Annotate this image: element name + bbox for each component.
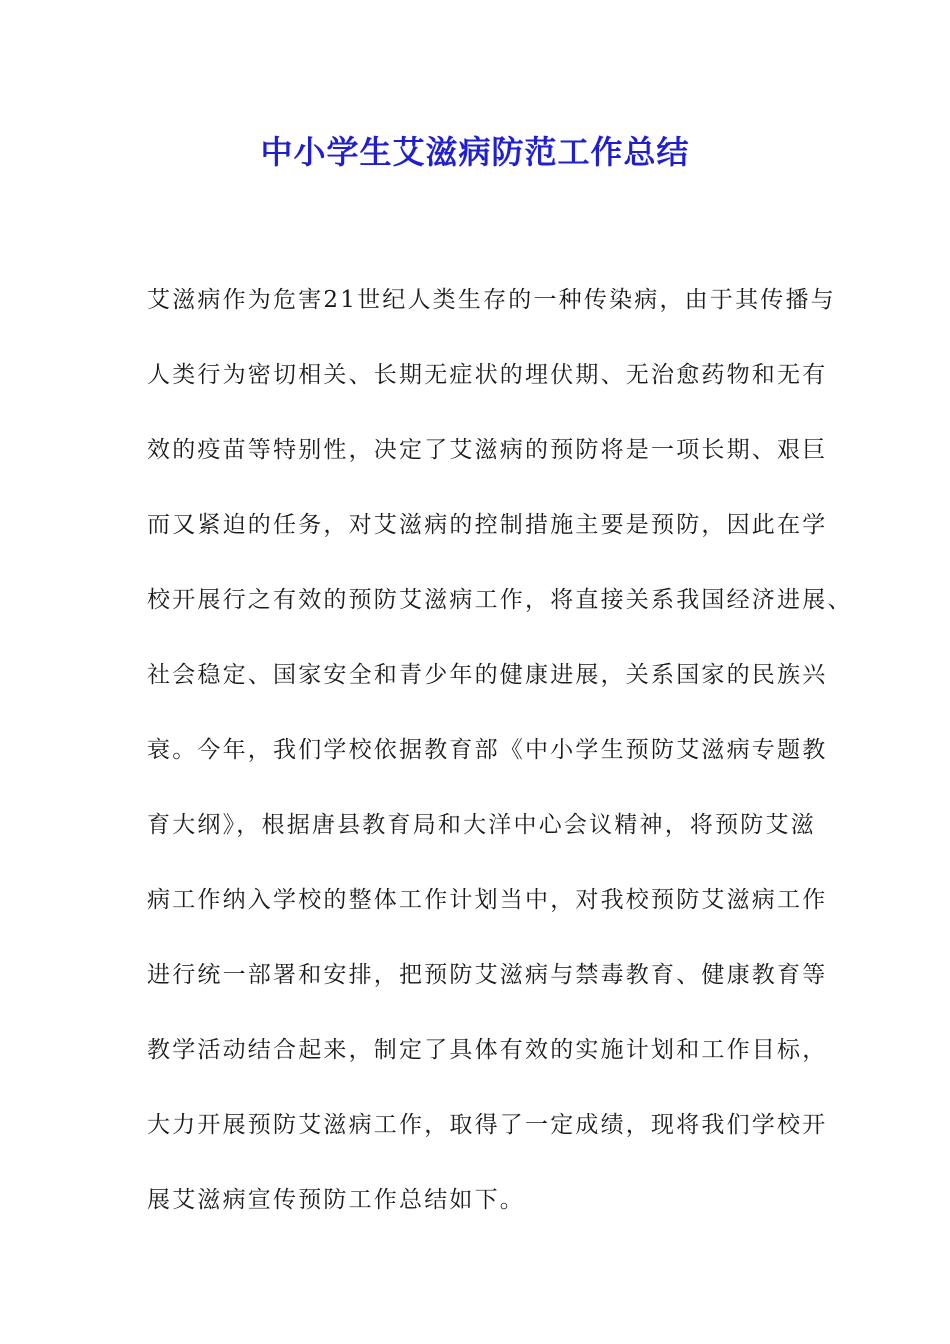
body-line: 校开展行之有效的预防艾滋病工作，将直接关系我国经济进展、 (147, 587, 853, 613)
body-line: 而又紧迫的任务，对艾滋病的控制措施主要是预防，因此在学 (147, 512, 828, 538)
body-line: 育大纲》，根据唐县教育局和大洋中心会议精神，将预防艾滋 (147, 812, 816, 838)
body-line: 进行统一部署和安排，把预防艾滋病与禁毒教育、健康教育等 (147, 962, 828, 988)
body-line: 病工作纳入学校的整体工作计划当中，对我校预防艾滋病工作 (147, 887, 828, 913)
body-line: 展艾滋病宣传预防工作总结如下。 (147, 1187, 525, 1213)
body-line: 艾滋病作为危害21世纪人类生存的一种传染病，由于其传播与 (147, 287, 836, 313)
body-line: 效的疫苗等特别性，决定了艾滋病的预防将是一项长期、艰巨 (147, 437, 828, 463)
body-line: 衰。今年，我们学校依据教育部《中小学生预防艾滋病专题教 (147, 737, 828, 763)
body-line: 人类行为密切相关、长期无症状的埋伏期、无治愈药物和无有 (147, 362, 828, 388)
document-title: 中小学生艾滋病防范工作总结 (260, 133, 690, 171)
document-body (147, 263, 853, 1238)
body-line: 大力开展预防艾滋病工作，取得了一定成绩，现将我们学校开 (147, 1112, 828, 1138)
body-line: 教学活动结合起来，制定了具体有效的实施计划和工作目标， (147, 1037, 828, 1063)
body-line: 社会稳定、国家安全和青少年的健康进展，关系国家的民族兴 (147, 662, 828, 688)
